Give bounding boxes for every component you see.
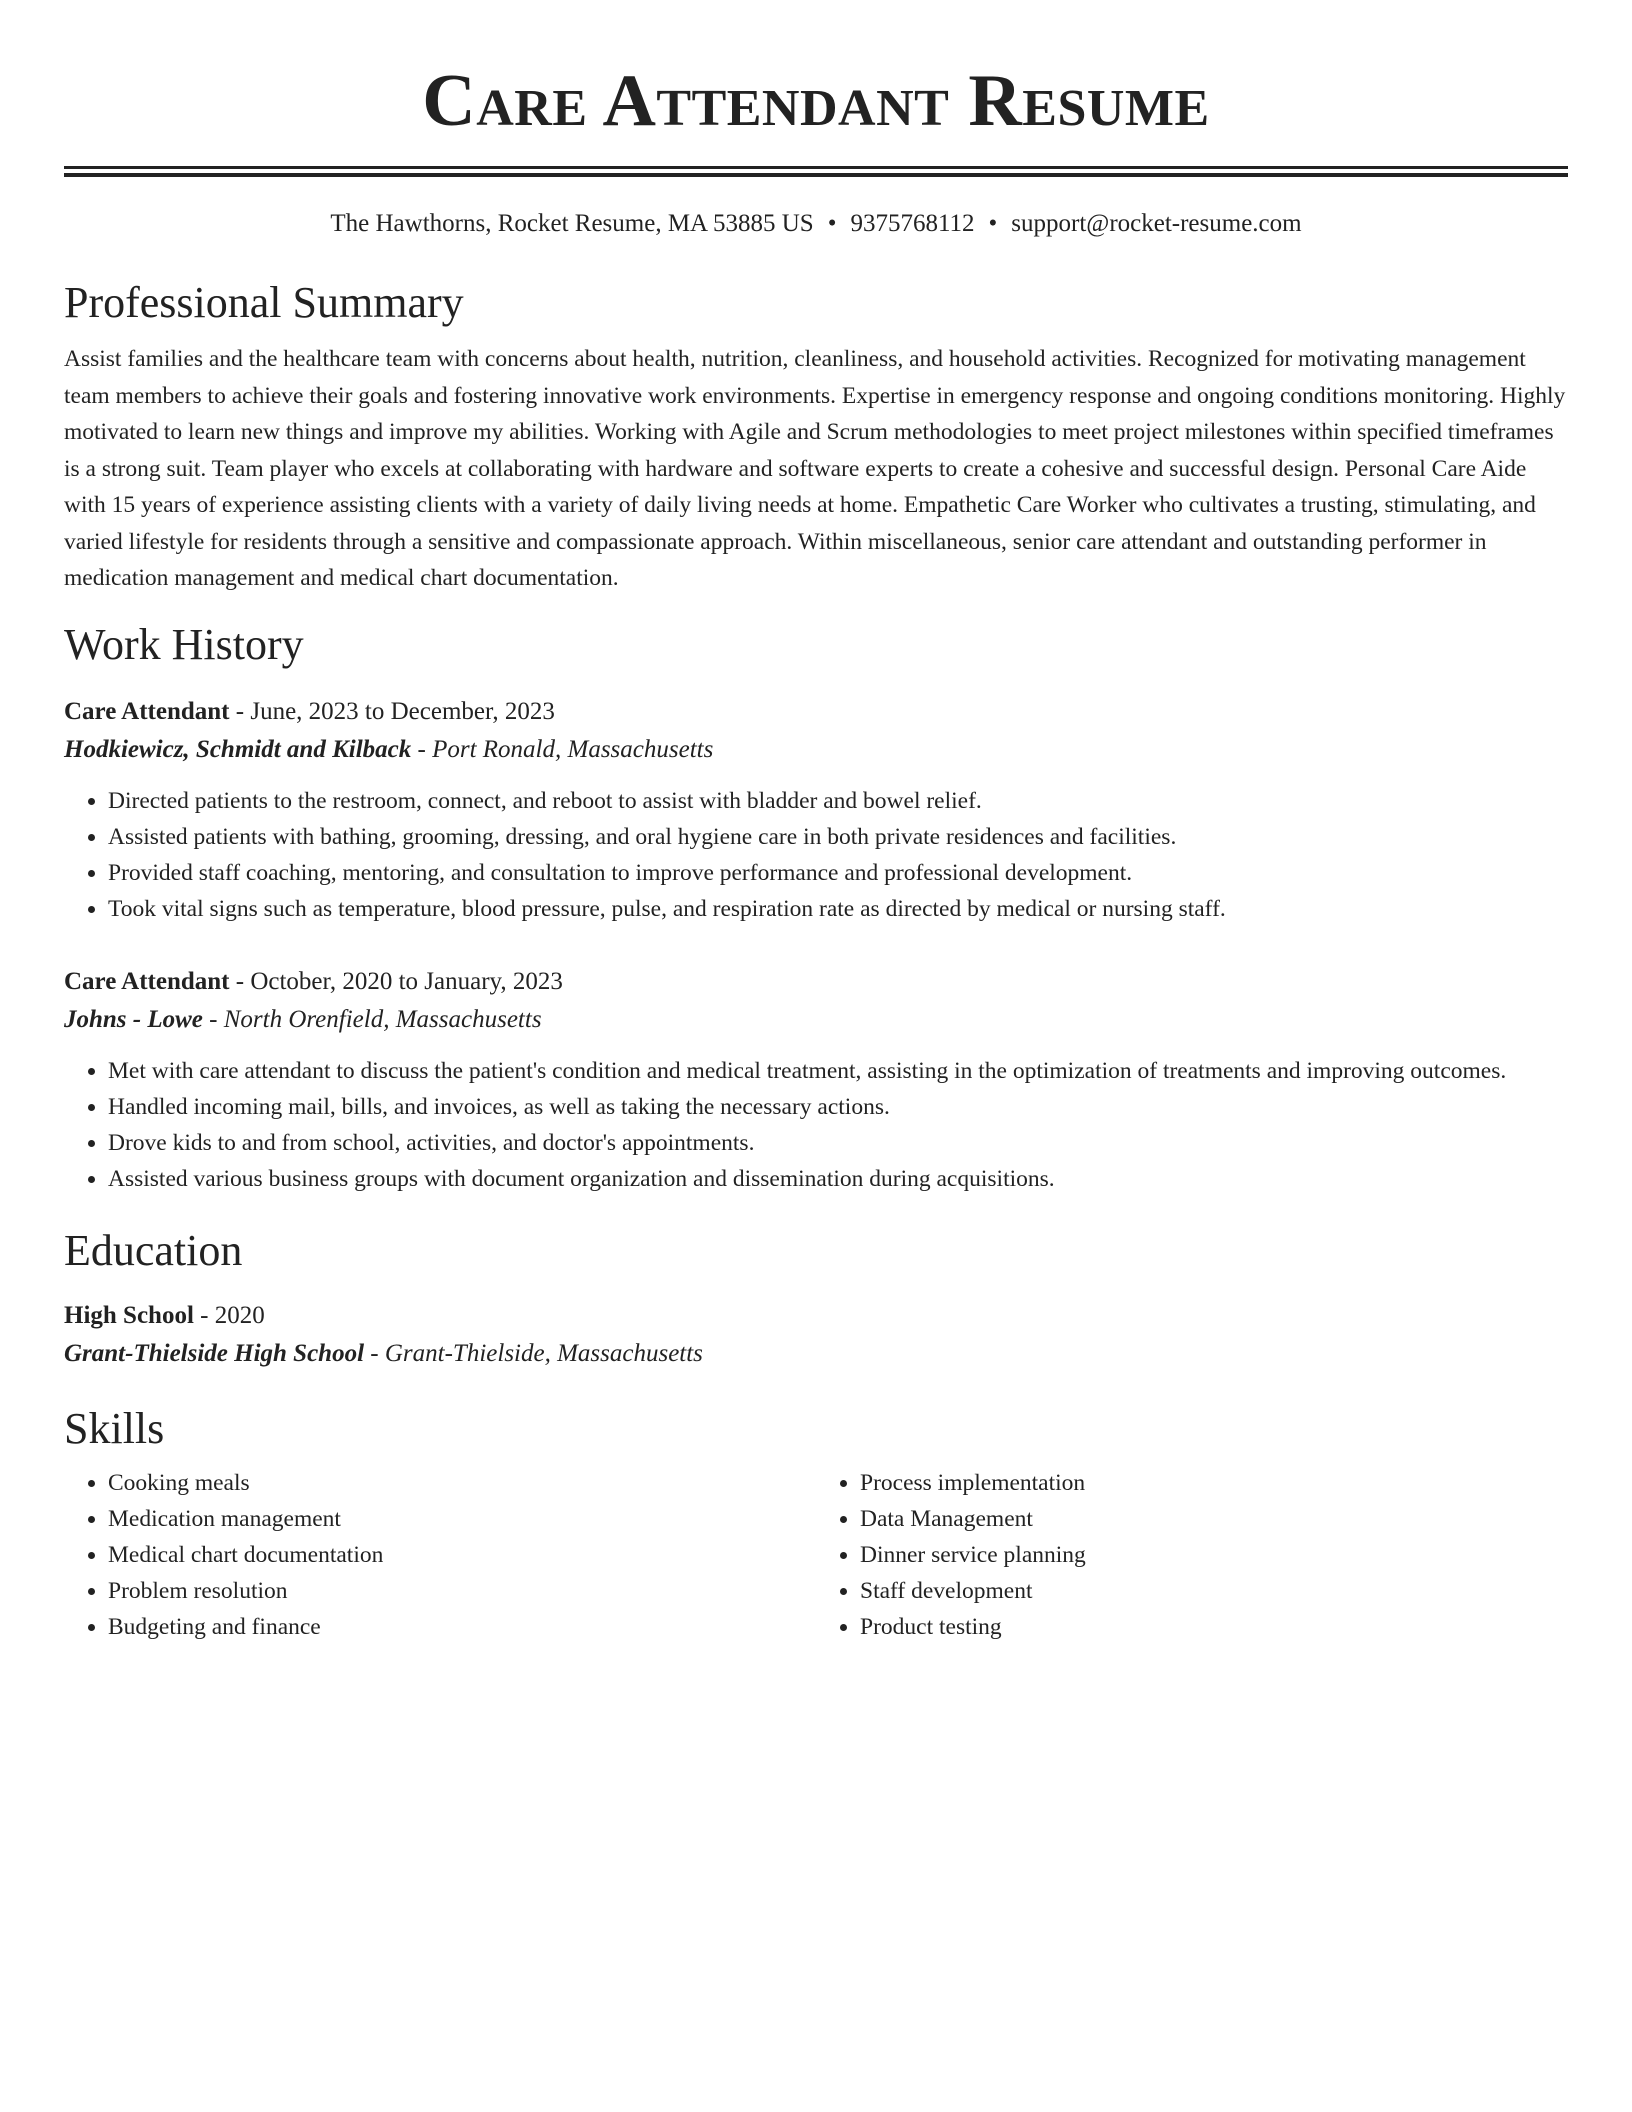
skill-item: • Data Management [860, 1501, 1568, 1537]
list-item: • Drove kids to and from school, activities, and doctor's appointments. [108, 1125, 1568, 1161]
list-item: • Assisted patients with bathing, grooming, dressing, and oral hygiene care in both private residences and facilities. [108, 819, 1568, 855]
skill-item: • Process implementation [860, 1465, 1568, 1501]
skills-list-left [64, 1465, 816, 1645]
education-year: - 2020 [193, 1301, 265, 1329]
job-company: Hodkiewicz, Schmidt and Kilback [64, 735, 412, 763]
job-bullet-list [64, 783, 1568, 927]
contact-separator: • [988, 210, 998, 237]
list-item: • Assisted various business groups with document organization and dissemination during acquisitions. [108, 1161, 1568, 1197]
education-degree: High School [64, 1301, 194, 1329]
contact-email: support@rocket-resume.com [1011, 210, 1302, 237]
list-item: • Met with care attendant to discuss the patient's condition and medical treatment, assisting in the optimization of treatments and improving outcomes. [108, 1053, 1568, 1089]
education-school-line [64, 1335, 1568, 1373]
skill-item: • Medical chart documentation [108, 1537, 816, 1573]
job-dates: - June, 2023 to December, 2023 [229, 697, 555, 725]
job-title-line [64, 963, 1568, 1001]
contact-separator: • [827, 210, 837, 237]
list-item: • Took vital signs such as temperature, blood pressure, pulse, and respiration rate as directed by medical or nursing staff. [108, 891, 1568, 927]
job-company: Johns - Lowe [64, 1005, 203, 1033]
title-divider [64, 166, 1568, 169]
job-title-line [64, 693, 1568, 731]
section-heading-skills: Skills [64, 1403, 165, 1453]
skill-item: • Medication management [108, 1501, 816, 1537]
list-item: • Handled incoming mail, bills, and invoices, as well as taking the necessary actions. [108, 1089, 1568, 1125]
job-bullet-list [64, 1053, 1568, 1197]
job-company-line [64, 1001, 1568, 1039]
education-degree-line [64, 1297, 1568, 1335]
section-heading-work-history: Work History [64, 619, 304, 669]
skill-item: • Dinner service planning [860, 1537, 1568, 1573]
list-item: • Provided staff coaching, mentoring, and consultation to improve performance and professional development. [108, 855, 1568, 891]
summary-text: Assist families and the healthcare team with concerns about health, nutrition, cleanliness, and household activities. Recognized for motivating management team members to achieve their goals and fostering innovative work environments. Expertise in emergency response and ongoing conditions monitoring. Highly motivated to learn new things and improve my abilities. Working with Agile and Scrum methodologies to meet project milestones within specified timeframes is a strong suit. Team player who excels at collaborating with hardware and software experts to create a cohesive and successful design. Personal Care Aide with 15 years of experience assisting clients with a variety of daily living needs at home. Empathetic Care Worker who cultivates a trusting, stimulating, and varied lifestyle for residents through a sensitive and compassionate approach. Within miscellaneous, senior care attendant and outstanding performer in medication management and medical chart documentation. [64, 346, 1566, 591]
contact-phone: 9375768112 [850, 210, 975, 237]
skill-item: • Cooking meals [108, 1465, 816, 1501]
skills-list-right [816, 1465, 1568, 1645]
resume-title: Care Attendant Resume [422, 60, 1210, 142]
skill-item: • Budgeting and finance [108, 1609, 816, 1645]
list-item: • Directed patients to the restroom, connect, and reboot to assist with bladder and bowel relief. [108, 783, 1568, 819]
section-heading-education: Education [64, 1225, 243, 1275]
skill-item: • Staff development [860, 1573, 1568, 1609]
skills-grid [64, 1465, 1568, 1645]
education-school: Grant-Thielside High School [64, 1339, 365, 1367]
section-heading-summary: Professional Summary [64, 278, 464, 327]
education-entry [64, 1297, 1568, 1373]
job-entry [64, 963, 1568, 1197]
skill-item: • Product testing [860, 1609, 1568, 1645]
job-entry [64, 693, 1568, 927]
job-company-line [64, 731, 1568, 769]
skill-item: • Problem resolution [108, 1573, 816, 1609]
job-title: Care Attendant [64, 967, 230, 995]
contact-address: The Hawthorns, Rocket Resume, MA 53885 US [330, 210, 814, 237]
job-title: Care Attendant [64, 697, 230, 725]
job-location: - Port Ronald, Massachusetts [411, 735, 714, 763]
education-location: - Grant-Thielside, Massachusetts [364, 1339, 703, 1367]
job-dates: - October, 2020 to January, 2023 [229, 967, 563, 995]
contact-line [64, 207, 1568, 241]
job-location: - North Orenfield, Massachusetts [202, 1005, 542, 1033]
